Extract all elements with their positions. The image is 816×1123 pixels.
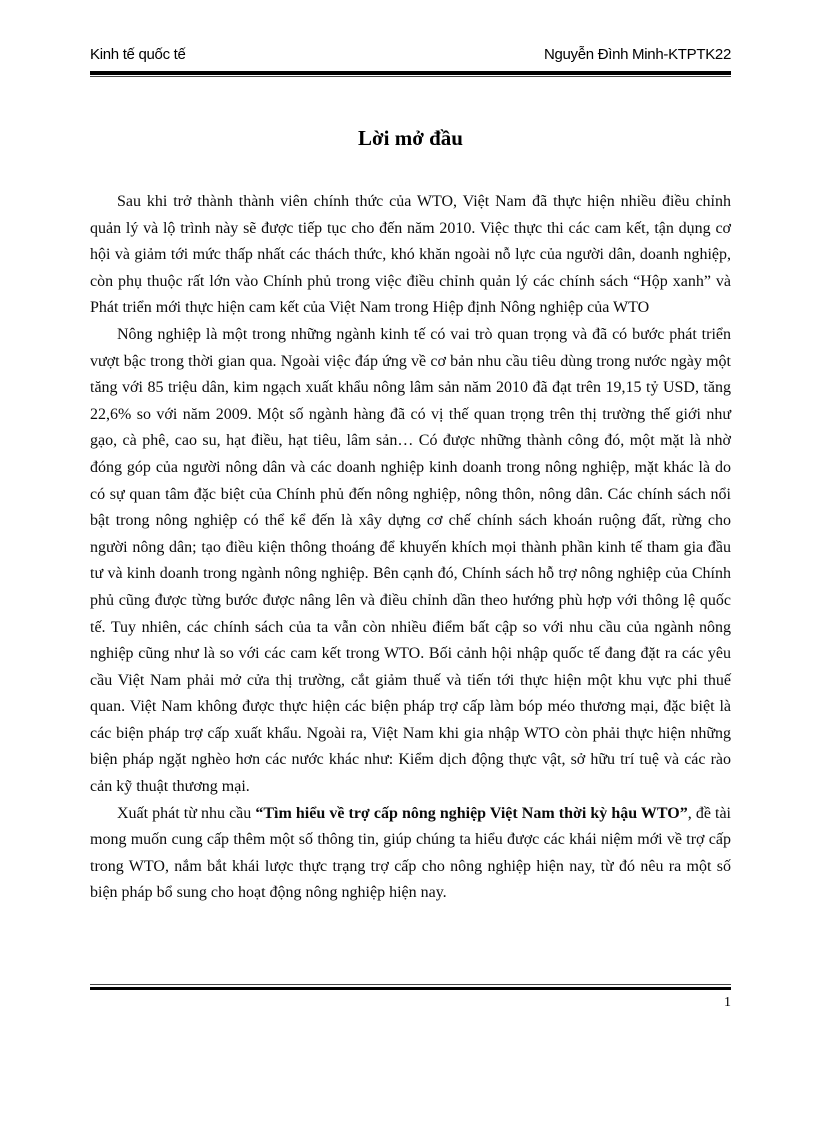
page-footer [90, 995, 731, 1011]
paragraph-intro-wto: Sau khi trở thành thành viên chính thức của WTO, Việt Nam đã thực hiện nhiều điều chỉnh quản lý và lộ trình này sẽ được tiếp tục cho đến năm 2010. Việc thực thi các cam kết, tận dụng cơ hội và giảm tới mức thấp nhất các thách thức, khó khăn ngoài nỗ lực của người dân, doanh nghiệp, còn phụ thuộc rất lớn vào Chính phủ trong việc điều chỉnh quản lý các chính sách “Hộp xanh” và Phát triển mới thực hiện cam kết của Việt Nam trong Hiệp định Nông nghiệp của WTO [90, 193, 731, 317]
paragraph-agriculture-overview: Nông nghiệp là một trong những ngành kinh tế có vai trò quan trọng và đã có bước phát triển vượt bậc trong thời gian qua. Ngoài việc đáp ứng về cơ bản nhu cầu tiêu dùng trong nước ngày một tăng với 85 triệu dân, kim ngạch xuất khẩu nông lâm sản năm 2010 đã đạt trên 19,15 tỷ USD, tăng 22,6% so với năm 2009. Một số ngành hàng đã có vị thế quan trọng trên thị trường thế giới như gạo, cà phê, cao su, hạt điều, hạt tiêu, lâm sản… Có được những thành công đó, một mặt là nhờ đóng góp của người nông dân và các doanh nghiệp kinh doanh trong nông nghiệp, mặt khác là do có sự quan tâm đặc biệt của Chính phủ đến nông nghiệp, nông thôn, nông dân. Các chính sách nổi bật trong nông nghiệp có thể kể đến là xây dựng cơ chế chính sách khoán ruộng đất, rừng cho người nông dân; tạo điều kiện thông thoáng để khuyến khích mọi thành phần kinh tế tham gia đầu tư và kinh doanh trong ngành nông nghiệp. Bên cạnh đó, Chính sách hỗ trợ nông nghiệp của Chính phủ cũng được từng bước được nâng lên và điều chỉnh dần theo hướng phù hợp với thông lệ quốc tế. Tuy nhiên, các chính sách của ta vẫn còn nhiều điểm bất cập so với nhu cầu của ngành nông nghiệp cũng như là so với các cam kết trong WTO. Bối cảnh hội nhập quốc tế đang đặt ra các yêu cầu Việt Nam phải mở cửa thị trường, cắt giảm thuế và tiến tới thực hiện một khu vực phi thuế quan. Việt Nam không được thực hiện các biện pháp trợ cấp làm bóp méo thương mại, đặc biệt là các biện pháp trợ cấp xuất khẩu. Ngoài ra, Việt Nam khi gia nhập WTO còn phải thực hiện những biện pháp ngặt nghèo hơn các nước khác như: Kiểm dịch động thực vật, sở hữu trí tuệ và các rào cản kỹ thuật thương mại. [90, 325, 731, 796]
footer-rule [90, 984, 731, 990]
document-title: Lời mở đầu [358, 126, 463, 150]
document-body [90, 189, 731, 907]
paragraph-topic-statement [90, 801, 731, 907]
footer-rule-thick-line [90, 987, 731, 990]
topic-statement-rest: , đề tài mong muốn cung cấp thêm một số thông tin, giúp chúng ta hiểu được các khái niệm mới về trợ cấp trong WTO, nắm bắt khái lược thực trạng trợ cấp cho nông nghiệp hiện nay, từ đó nêu ra một số biện pháp bổ sung cho hoạt động nông nghiệp hiện nay. [90, 804, 732, 902]
header-rule-thin-line [90, 76, 731, 77]
header-author-label: Nguyễn Đình Minh-KTPTK22 [543, 46, 731, 63]
page-header [90, 46, 731, 63]
topic-title-bold: “Tìm hiểu về trợ cấp nông nghiệp Việt Nam thời kỳ hậu WTO” [255, 804, 688, 822]
header-course-label: Kinh tế quốc tế [90, 46, 186, 63]
page-number: 1 [724, 995, 731, 1010]
header-rule [90, 71, 731, 77]
topic-statement-lead: Xuất phát từ nhu cầu [117, 804, 256, 822]
